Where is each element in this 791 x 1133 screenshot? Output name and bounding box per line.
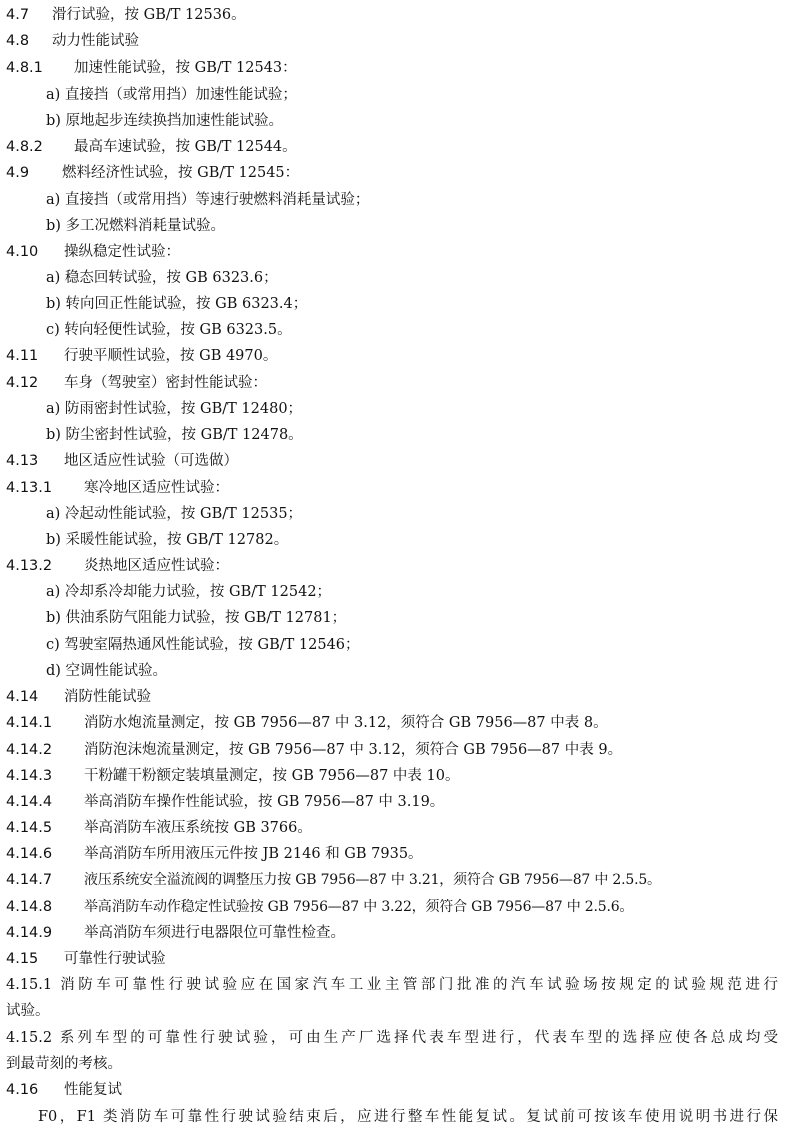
clause-number: 4.16 <box>6 1082 39 1098</box>
clause-text: 液压系统安全溢流阀的调整压力按 GB 7956—87 中 3.21，须符合 GB 7956—87 中 2.5.5。 <box>84 872 661 888</box>
paragraph-line: 4.15.1 消防车可靠性行驶试验应在国家汽车工业主管部门批准的汽车试验场按规定的试验规范进行 <box>6 977 778 993</box>
clause-4-12 <box>0 370 791 396</box>
clause-text: 举高消防车液压系统按 GB 3766。 <box>84 820 312 836</box>
clause-4-14-7 <box>0 867 791 893</box>
clause-text: 消防性能试验 <box>64 689 151 705</box>
clause-4-9 <box>0 160 791 186</box>
list-item <box>0 265 791 291</box>
paragraph-text: F0，F1 类消防车可靠性行驶试验结束后，应进行整车性能复试。复试前可按该车使用说明书进行保 <box>38 1109 778 1125</box>
clause-4-15-2 <box>0 1025 791 1051</box>
clause-4-13-1 <box>0 475 791 501</box>
paragraph-line: 试验。 <box>6 1003 50 1019</box>
clause-number: 4.14.9 <box>6 925 53 941</box>
clause-number: 4.13.2 <box>6 558 53 574</box>
list-item-text: c) 转向轻便性试验，按 GB 6323.5。 <box>46 322 292 338</box>
list-item-text: d) 空调性能试验。 <box>46 663 168 679</box>
clause-4-14-3 <box>0 763 791 789</box>
list-item-text: a) 直接挡（或常用挡）等速行驶燃料消耗量试验； <box>46 192 370 208</box>
clause-4-15 <box>0 946 791 972</box>
clause-text: 车身（驾驶室）密封性能试验： <box>64 375 267 391</box>
paragraph-line <box>0 1104 791 1130</box>
clause-number: 4.14.4 <box>6 794 53 810</box>
clause-text: 寒冷地区适应性试验： <box>84 480 229 496</box>
list-item-text: b) 原地起步连续换挡加速性能试验。 <box>46 113 284 129</box>
list-item <box>0 317 791 343</box>
list-item <box>0 527 791 553</box>
list-item-text: b) 采暖性能试验，按 GB/T 12782。 <box>46 532 289 548</box>
list-item-text: a) 防雨密封性试验，按 GB/T 12480； <box>46 401 303 417</box>
clause-text: 地区适应性试验（可选做） <box>64 453 238 469</box>
clause-number: 4.14.5 <box>6 820 53 836</box>
clause-number: 4.14.1 <box>6 715 53 731</box>
list-item <box>0 396 791 422</box>
clause-4-14-2 <box>0 737 791 763</box>
clause-4-14-1 <box>0 710 791 736</box>
list-item-text: b) 转向回正性能试验，按 GB 6323.4； <box>46 296 308 312</box>
clause-text: 举高消防车须进行电器限位可靠性检查。 <box>84 925 345 941</box>
clause-4-8 <box>0 28 791 54</box>
clause-text: 动力性能试验 <box>52 33 139 49</box>
list-item-text: b) 多工况燃料消耗量试验。 <box>46 218 226 234</box>
clause-number: 4.15 <box>6 951 39 967</box>
clause-text: 消防泡沫炮流量测定，按 GB 7956—87 中 3.12，须符合 GB 7956—87 中表 9。 <box>84 742 623 758</box>
paragraph-continuation <box>0 998 791 1024</box>
list-item-text: a) 稳态回转试验，按 GB 6323.6； <box>46 270 278 286</box>
clause-text: 干粉罐干粉额定装填量测定，按 GB 7956—87 中表 10。 <box>84 768 460 784</box>
clause-4-15-1 <box>0 972 791 998</box>
list-item <box>0 579 791 605</box>
list-item <box>0 501 791 527</box>
list-item-text: a) 冷起动性能试验，按 GB/T 12535； <box>46 506 303 522</box>
clause-4-8-1 <box>0 55 791 81</box>
list-item-text: a) 冷却系冷却能力试验，按 GB/T 12542； <box>46 584 332 600</box>
clause-text: 最高车速试验，按 GB/T 12544。 <box>74 139 297 155</box>
clause-4-14-4 <box>0 789 791 815</box>
list-item <box>0 632 791 658</box>
clause-number: 4.12 <box>6 375 39 391</box>
clause-text: 消防水炮流量测定，按 GB 7956—87 中 3.12，须符合 GB 7956—87 中表 8。 <box>84 715 608 731</box>
clause-text: 举高消防车动作稳定性试验按 GB 7956—87 中 3.22，须符合 GB 7956—87 中 2.5.6。 <box>84 899 634 915</box>
clause-4-10 <box>0 239 791 265</box>
list-item-text: b) 供油系防气阻能力试验，按 GB/T 12781； <box>46 610 347 626</box>
list-item <box>0 605 791 631</box>
clause-4-7 <box>0 2 791 28</box>
list-item <box>0 422 791 448</box>
list-item <box>0 213 791 239</box>
clause-4-14-5 <box>0 815 791 841</box>
clause-4-11 <box>0 343 791 369</box>
clause-number: 4.14.7 <box>6 872 53 888</box>
clause-number: 4.8.1 <box>6 60 43 76</box>
list-item-text: b) 防尘密封性试验，按 GB/T 12478。 <box>46 427 303 443</box>
clause-number: 4.10 <box>6 244 39 260</box>
clause-text: 举高消防车所用液压元件按 JB 2146 和 GB 7935。 <box>84 846 423 862</box>
clause-number: 4.8 <box>6 33 30 49</box>
clause-text: 行驶平顺性试验，按 GB 4970。 <box>64 348 278 364</box>
clause-number: 4.14 <box>6 689 39 705</box>
paragraph-continuation <box>0 1051 791 1077</box>
list-item <box>0 291 791 317</box>
clause-4-14-8 <box>0 894 791 920</box>
clause-4-13 <box>0 448 791 474</box>
clause-text: 可靠性行驶试验 <box>64 951 166 967</box>
clause-number: 4.14.3 <box>6 768 53 784</box>
clause-text: 举高消防车操作性能试验，按 GB 7956—87 中 3.19。 <box>84 794 445 810</box>
clause-text: 燃料经济性试验，按 GB/T 12545： <box>62 165 300 181</box>
clause-number: 4.8.2 <box>6 139 43 155</box>
clause-number: 4.14.8 <box>6 899 53 915</box>
clause-4-14-9 <box>0 920 791 946</box>
clause-number: 4.9 <box>6 165 30 181</box>
list-item <box>0 658 791 684</box>
clause-number: 4.11 <box>6 348 39 364</box>
list-item <box>0 108 791 134</box>
clause-4-8-2 <box>0 134 791 160</box>
clause-number: 4.7 <box>6 7 30 23</box>
paragraph-line: 到最苛刻的考核。 <box>6 1056 122 1072</box>
clause-number: 4.14.2 <box>6 742 53 758</box>
clause-4-14-6 <box>0 841 791 867</box>
paragraph-line: 4.15.2 系列车型的可靠性行驶试验，可由生产厂选择代表车型进行，代表车型的选择应使各总成均受 <box>6 1030 778 1046</box>
list-item-text: a) 直接挡（或常用挡）加速性能试验； <box>46 87 297 103</box>
list-item <box>0 82 791 108</box>
list-item-text: c) 驾驶室隔热通风性能试验，按 GB/T 12546； <box>46 637 360 653</box>
clause-number: 4.14.6 <box>6 846 53 862</box>
clause-4-14 <box>0 684 791 710</box>
clause-text: 炎热地区适应性试验： <box>84 558 229 574</box>
clause-number: 4.13 <box>6 453 39 469</box>
clause-number: 4.13.1 <box>6 480 53 496</box>
clause-text: 操纵稳定性试验： <box>64 244 180 260</box>
clause-text: 加速性能试验，按 GB/T 12543： <box>74 60 297 76</box>
list-item <box>0 187 791 213</box>
clause-text: 滑行试验，按 GB/T 12536。 <box>52 7 246 23</box>
clause-4-16 <box>0 1077 791 1103</box>
clause-4-13-2 <box>0 553 791 579</box>
clause-text: 性能复试 <box>64 1082 122 1098</box>
